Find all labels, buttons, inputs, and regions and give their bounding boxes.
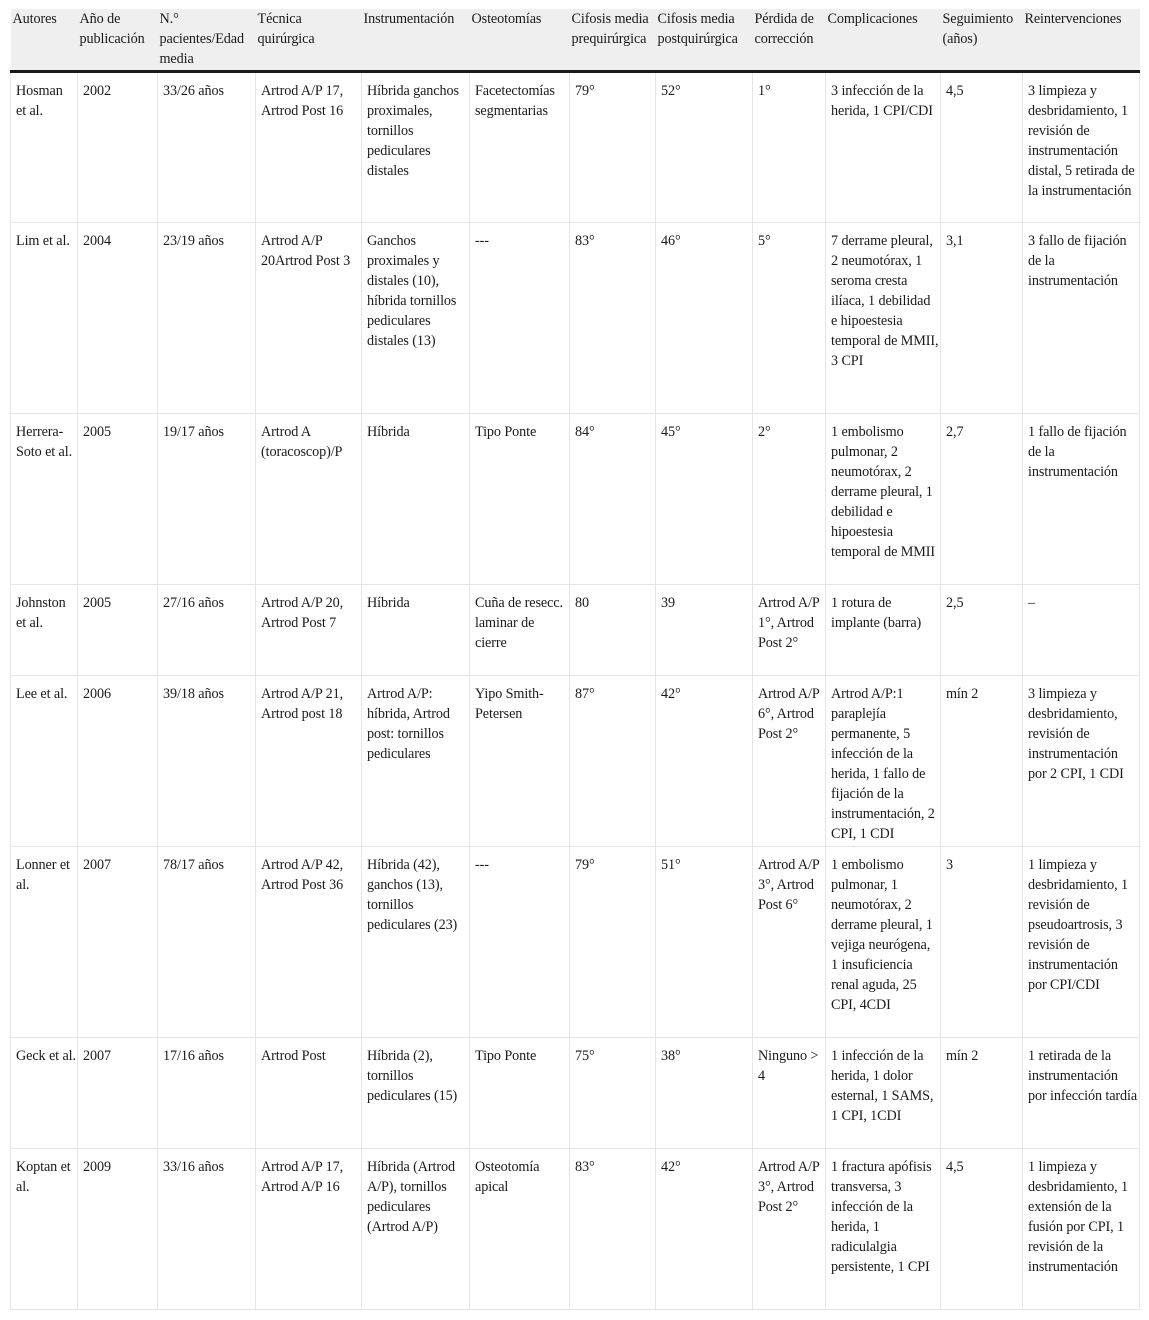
table-row [11, 223, 1140, 414]
cell-reintervenciones: 1 limpieza y desbridamiento, 1 extensión de la fusión por CPI, 1 revisión de la instrumentación [1023, 1149, 1140, 1310]
header-tecnica: Técnica quirúrgica [256, 9, 362, 72]
cell-pacientes-edad: 23/19 años [158, 223, 256, 414]
cell-instrumentacion: Ganchos proximales y distales (10), híbrida tornillos pediculares distales (13) [362, 223, 470, 414]
header-cifosis-post: Cifosis media postquirúrgica [656, 9, 753, 72]
cell-perdida: 5° [753, 223, 826, 414]
header-instrumentacion: Instrumentación [362, 9, 470, 72]
table-row [11, 414, 1140, 585]
cell-perdida: Artrod A/P 6°, Artrod Post 2° [753, 676, 826, 847]
header-autores: Autores [11, 9, 78, 72]
table-row [11, 585, 1140, 676]
cell-tecnica: Artrod A (toracoscop)/P [256, 414, 362, 585]
cell-reintervenciones: 1 limpieza y desbridamiento, 1 revisión de pseudoartrosis, 3 revisión de instrumentación por CPI/CDI [1023, 847, 1140, 1038]
cell-autores: Lee et al. [11, 676, 78, 847]
cell-tecnica: Artrod A/P 17, Artrod Post 16 [256, 72, 362, 223]
cell-cifosis-pre: 79° [570, 847, 656, 1038]
cell-perdida: 2° [753, 414, 826, 585]
cell-instrumentacion: Artrod A/P: híbrida, Artrod post: tornillos pediculares [362, 676, 470, 847]
cell-instrumentacion: Híbrida (2), tornillos pediculares (15) [362, 1038, 470, 1149]
cell-ano: 2007 [78, 847, 158, 1038]
cell-osteotomias: --- [470, 847, 570, 1038]
cell-reintervenciones: 3 limpieza y desbridamiento, revisión de instrumentación por 2 CPI, 1 CDI [1023, 676, 1140, 847]
cell-instrumentacion: Híbrida [362, 414, 470, 585]
header-seguimiento: Seguimiento (años) [941, 9, 1023, 72]
cell-osteotomias: Facetectomías segmentarias [470, 72, 570, 223]
cell-seguimiento: 2,5 [941, 585, 1023, 676]
table-container [10, 9, 1139, 1310]
header-osteotomias: Osteotomías [470, 9, 570, 72]
cell-seguimiento: 4,5 [941, 1149, 1023, 1310]
cell-tecnica: Artrod A/P 17, Artrod A/P 16 [256, 1149, 362, 1310]
header-row [11, 9, 1140, 72]
cell-cifosis-post: 42° [656, 676, 753, 847]
cell-reintervenciones: 3 fallo de fijación de la instrumentación [1023, 223, 1140, 414]
cell-seguimiento: mín 2 [941, 676, 1023, 847]
header-ano-publicacion: Año de publicación [78, 9, 158, 72]
cell-seguimiento: 2,7 [941, 414, 1023, 585]
cell-seguimiento: 4,5 [941, 72, 1023, 223]
cell-perdida: Artrod A/P 3°, Artrod Post 6° [753, 847, 826, 1038]
cell-ano: 2007 [78, 1038, 158, 1149]
cell-tecnica: Artrod Post [256, 1038, 362, 1149]
cell-perdida: 1° [753, 72, 826, 223]
cell-reintervenciones: 3 limpieza y desbridamiento, 1 revisión de instrumentación distal, 5 retirada de la instrumentación [1023, 72, 1140, 223]
cell-autores: Hosman et al. [11, 72, 78, 223]
cell-reintervenciones: 1 fallo de fijación de la instrumentación [1023, 414, 1140, 585]
cell-cifosis-post: 51° [656, 847, 753, 1038]
cell-instrumentacion: Híbrida ganchos proximales, tornillos pediculares distales [362, 72, 470, 223]
table-row [11, 847, 1140, 1038]
cell-complicaciones: 1 fractura apófisis transversa, 3 infección de la herida, 1 radiculalgia persistente, 1 CPI [826, 1149, 941, 1310]
cell-seguimiento: 3,1 [941, 223, 1023, 414]
cell-pacientes-edad: 33/26 años [158, 72, 256, 223]
cell-pacientes-edad: 19/17 años [158, 414, 256, 585]
cell-perdida: Artrod A/P 3°, Artrod Post 2° [753, 1149, 826, 1310]
cell-ano: 2004 [78, 223, 158, 414]
cell-tecnica: Artrod A/P 42, Artrod Post 36 [256, 847, 362, 1038]
header-complicaciones: Complicaciones [826, 9, 941, 72]
cell-cifosis-pre: 84° [570, 414, 656, 585]
cell-perdida: Artrod A/P 1°, Artrod Post 2° [753, 585, 826, 676]
cell-tecnica: Artrod A/P 20, Artrod Post 7 [256, 585, 362, 676]
cell-cifosis-pre: 83° [570, 223, 656, 414]
cell-cifosis-pre: 75° [570, 1038, 656, 1149]
cell-complicaciones: 1 infección de la herida, 1 dolor esternal, 1 SAMS, 1 CPI, 1CDI [826, 1038, 941, 1149]
cell-complicaciones: 7 derrame pleural, 2 neumotórax, 1 seroma cresta ilíaca, 1 debilidad e hipoestesia temporal de MMII, 3 CPI [826, 223, 941, 414]
cell-cifosis-post: 52° [656, 72, 753, 223]
cell-complicaciones: 3 infección de la herida, 1 CPI/CDI [826, 72, 941, 223]
cell-tecnica: Artrod A/P 21, Artrod post 18 [256, 676, 362, 847]
cell-instrumentacion: Híbrida [362, 585, 470, 676]
cell-instrumentacion: Híbrida (42), ganchos (13), tornillos pediculares (23) [362, 847, 470, 1038]
cell-pacientes-edad: 33/16 años [158, 1149, 256, 1310]
cell-osteotomias: Tipo Ponte [470, 1038, 570, 1149]
cell-reintervenciones: 1 retirada de la instrumentación por infección tardía [1023, 1038, 1140, 1149]
cell-osteotomias: Cuña de resecc. laminar de cierre [470, 585, 570, 676]
cell-cifosis-post: 46° [656, 223, 753, 414]
cell-perdida: Ninguno > 4 [753, 1038, 826, 1149]
cell-cifosis-pre: 80 [570, 585, 656, 676]
cell-pacientes-edad: 78/17 años [158, 847, 256, 1038]
surgical-outcomes-table [10, 9, 1140, 1310]
cell-complicaciones: 1 embolismo pulmonar, 2 neumotórax, 2 derrame pleural, 1 debilidad e hipoestesia temporal de MMII [826, 414, 941, 585]
cell-autores: Herrera-Soto et al. [11, 414, 78, 585]
header-perdida-correccion: Pérdida de corrección [753, 9, 826, 72]
cell-seguimiento: mín 2 [941, 1038, 1023, 1149]
table-row [11, 1149, 1140, 1310]
table-row [11, 676, 1140, 847]
cell-pacientes-edad: 27/16 años [158, 585, 256, 676]
cell-cifosis-post: 38° [656, 1038, 753, 1149]
table-header [11, 9, 1140, 72]
cell-osteotomias: Osteotomía apical [470, 1149, 570, 1310]
cell-instrumentacion: Híbrida (Artrod A/P), tornillos pediculares (Artrod A/P) [362, 1149, 470, 1310]
cell-autores: Lonner et al. [11, 847, 78, 1038]
cell-osteotomias: Tipo Ponte [470, 414, 570, 585]
cell-cifosis-pre: 83° [570, 1149, 656, 1310]
header-cifosis-pre: Cifosis media prequirúrgica [570, 9, 656, 72]
cell-cifosis-pre: 79° [570, 72, 656, 223]
cell-autores: Koptan et al. [11, 1149, 78, 1310]
cell-complicaciones: Artrod A/P:1 paraplejía permanente, 5 infección de la herida, 1 fallo de fijación de la instrumentación, 2 CPI, 1 CDI [826, 676, 941, 847]
table-row [11, 1038, 1140, 1149]
cell-cifosis-post: 42° [656, 1149, 753, 1310]
cell-osteotomias: --- [470, 223, 570, 414]
cell-ano: 2009 [78, 1149, 158, 1310]
cell-ano: 2005 [78, 585, 158, 676]
cell-ano: 2005 [78, 414, 158, 585]
cell-ano: 2006 [78, 676, 158, 847]
cell-pacientes-edad: 39/18 años [158, 676, 256, 847]
cell-seguimiento: 3 [941, 847, 1023, 1038]
header-pacientes-edad: N.° pacientes/Edad media [158, 9, 256, 72]
cell-cifosis-post: 39 [656, 585, 753, 676]
cell-tecnica: Artrod A/P 20Artrod Post 3 [256, 223, 362, 414]
table-body [11, 72, 1140, 1310]
table-row [11, 72, 1140, 223]
header-reintervenciones: Reintervenciones [1023, 9, 1140, 72]
cell-cifosis-pre: 87° [570, 676, 656, 847]
cell-autores: Geck et al. [11, 1038, 78, 1149]
cell-pacientes-edad: 17/16 años [158, 1038, 256, 1149]
cell-complicaciones: 1 embolismo pulmonar, 1 neumotórax, 2 derrame pleural, 1 vejiga neurógena, 1 insuficiencia renal aguda, 25 CPI, 4CDI [826, 847, 941, 1038]
cell-ano: 2002 [78, 72, 158, 223]
cell-osteotomias: Yipo Smith-Petersen [470, 676, 570, 847]
cell-autores: Johnston et al. [11, 585, 78, 676]
cell-complicaciones: 1 rotura de implante (barra) [826, 585, 941, 676]
cell-cifosis-post: 45° [656, 414, 753, 585]
cell-reintervenciones: – [1023, 585, 1140, 676]
cell-autores: Lim et al. [11, 223, 78, 414]
